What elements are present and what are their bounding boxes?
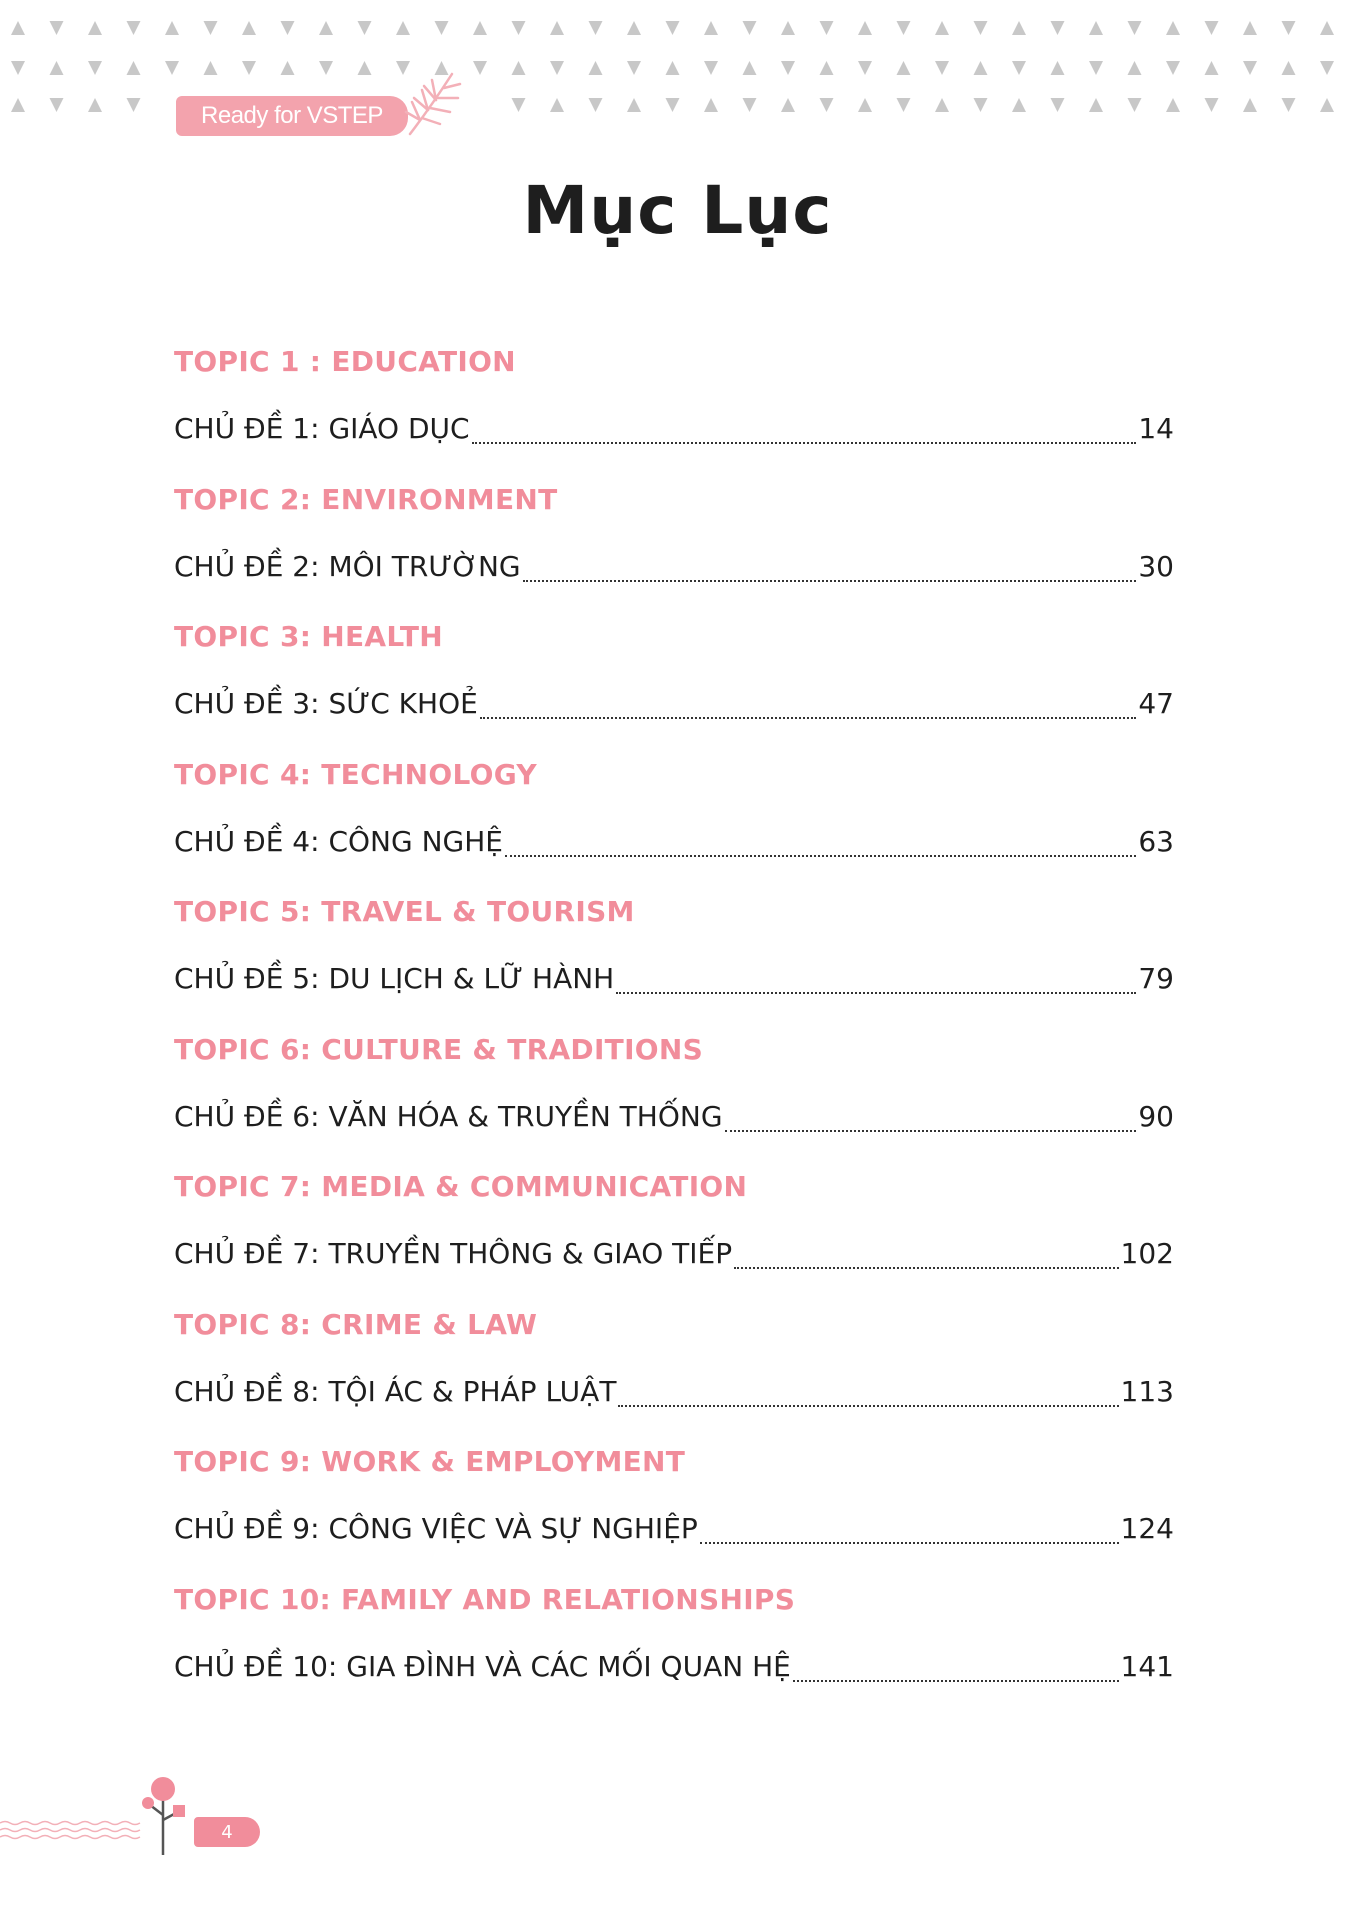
chapter-title: CHỦ ĐỀ 5: DU LỊCH & LỮ HÀNH	[174, 962, 615, 995]
triangle-shape	[358, 21, 372, 35]
topic-heading: TOPIC 4: TECHNOLOGY	[174, 757, 538, 791]
toc-entry	[174, 1301, 1174, 1439]
tree-icon	[142, 1777, 185, 1855]
chapter-page-number: 113	[1120, 1374, 1174, 1408]
chapter-title: CHỦ ĐỀ 6: VĂN HÓA & TRUYỀN THỐNG	[174, 1099, 723, 1133]
triangle-shape	[242, 61, 256, 75]
dot-leader	[616, 992, 1136, 994]
chapter-row	[174, 1357, 1174, 1427]
page-title: Mục Lục	[522, 172, 833, 249]
chapter-row	[174, 1494, 1174, 1564]
triangle-shape	[11, 21, 25, 35]
triangle-shape	[858, 61, 872, 75]
triangle-shape	[1089, 21, 1103, 35]
dot-leader	[734, 1267, 1118, 1269]
toc-entry	[174, 751, 1174, 889]
triangle-shape	[11, 98, 25, 112]
dot-leader	[523, 580, 1137, 582]
chapter-page-number: 141	[1120, 1649, 1174, 1683]
triangle-shape	[1012, 61, 1026, 75]
chapter-title: CHỦ ĐỀ 7: TRUYỀN THÔNG & GIAO TIẾP	[174, 1237, 733, 1270]
triangle-shape	[781, 98, 795, 112]
dot-leader	[618, 1405, 1118, 1407]
triangle-shape	[1282, 21, 1296, 35]
toc-entry	[174, 338, 1174, 476]
triangle-shape	[897, 21, 911, 35]
toc-entry	[174, 476, 1174, 614]
triangle-shape	[512, 98, 526, 112]
triangle-shape	[1089, 98, 1103, 112]
triangle-shape	[1089, 61, 1103, 75]
triangle-shape	[666, 98, 680, 112]
triangle-shape	[1243, 61, 1257, 75]
topic-heading: TOPIC 8: CRIME & LAW	[174, 1307, 538, 1341]
triangle-shape	[1051, 61, 1065, 75]
triangle-shape	[781, 21, 795, 35]
page-number-badge	[194, 1817, 260, 1847]
triangle-shape	[11, 61, 25, 75]
topic-heading: TOPIC 9: WORK & EMPLOYMENT	[174, 1445, 686, 1478]
triangle-shape	[1166, 61, 1180, 75]
triangle-shape	[1012, 21, 1026, 35]
triangle-shape	[165, 21, 179, 35]
chapter-row	[174, 532, 1174, 602]
topic-heading: TOPIC 6: CULTURE & TRADITIONS	[174, 1032, 704, 1066]
chapter-title: CHỦ ĐỀ 4: CÔNG NGHỆ	[174, 824, 503, 858]
toc-entry	[174, 888, 1174, 1026]
topic-heading: TOPIC 5: TRAVEL & TOURISM	[174, 895, 635, 928]
dot-leader	[480, 717, 1137, 719]
triangle-shape	[1320, 98, 1334, 112]
dot-leader	[725, 1130, 1137, 1132]
chapter-title: CHỦ ĐỀ 3: SỨC KHOẺ	[174, 687, 478, 720]
triangle-shape	[666, 61, 680, 75]
chapter-title: CHỦ ĐỀ 2: MÔI TRƯỜNG	[174, 549, 521, 583]
triangle-shape	[1320, 21, 1334, 35]
triangle-shape	[473, 61, 487, 75]
triangle-shape	[88, 21, 102, 35]
leaf-sprig-icon	[400, 68, 470, 140]
book-badge	[176, 96, 408, 136]
triangle-shape	[281, 21, 295, 35]
toc-entry	[174, 1026, 1174, 1164]
chapter-page-number: 30	[1138, 549, 1174, 583]
triangle-shape	[627, 21, 641, 35]
triangle-shape	[704, 21, 718, 35]
chapter-title: CHỦ ĐỀ 8: TỘI ÁC & PHÁP LUẬT	[174, 1374, 617, 1408]
triangle-shape	[50, 61, 64, 75]
triangle-shape	[127, 21, 141, 35]
chapter-title: CHỦ ĐỀ 1: GIÁO DỤC	[174, 412, 470, 445]
triangle-shape	[165, 61, 179, 75]
triangle-shape	[1128, 61, 1142, 75]
chapter-page-number: 14	[1138, 412, 1174, 445]
triangle-shape	[1205, 61, 1219, 75]
topic-heading: TOPIC 2: ENVIRONMENT	[174, 482, 558, 516]
triangle-shape	[127, 98, 141, 112]
chapter-row	[174, 394, 1174, 464]
toc-entry	[174, 1438, 1174, 1576]
triangle-shape	[512, 61, 526, 75]
triangle-shape	[935, 61, 949, 75]
toc-entry	[174, 1163, 1174, 1301]
triangle-shape	[127, 61, 141, 75]
triangle-shape	[1243, 98, 1257, 112]
triangle-shape	[1282, 98, 1296, 112]
chapter-page-number: 90	[1138, 1099, 1174, 1133]
book-badge-label: Ready for VSTEP	[201, 102, 383, 129]
triangle-shape	[242, 21, 256, 35]
triangle-shape	[204, 61, 218, 75]
table-of-contents	[174, 338, 1174, 1713]
triangle-shape	[1166, 21, 1180, 35]
toc-entry	[174, 1576, 1174, 1714]
topic-heading: TOPIC 7: MEDIA & COMMUNICATION	[174, 1170, 748, 1203]
triangle-shape	[704, 61, 718, 75]
topic-heading: TOPIC 3: HEALTH	[174, 620, 444, 653]
chapter-row	[174, 1632, 1174, 1702]
triangle-shape	[704, 98, 718, 112]
triangle-shape	[820, 61, 834, 75]
chapter-page-number: 47	[1138, 687, 1174, 720]
triangle-shape	[589, 61, 603, 75]
triangle-shape	[666, 21, 680, 35]
triangle-shape	[935, 21, 949, 35]
triangle-shape	[435, 21, 449, 35]
triangle-shape	[88, 98, 102, 112]
dot-leader	[472, 442, 1137, 444]
triangle-shape	[281, 61, 295, 75]
triangle-shape	[204, 21, 218, 35]
chapter-row	[174, 669, 1174, 739]
triangle-shape	[50, 21, 64, 35]
triangle-shape	[897, 61, 911, 75]
chapter-page-number: 63	[1138, 824, 1174, 858]
dot-leader	[505, 855, 1136, 857]
triangle-shape	[858, 98, 872, 112]
dot-leader	[700, 1542, 1119, 1544]
chapter-row	[174, 1082, 1174, 1152]
triangle-shape	[781, 61, 795, 75]
triangle-shape	[550, 61, 564, 75]
triangle-shape	[820, 98, 834, 112]
dot-leader	[793, 1680, 1119, 1682]
triangle-shape	[1012, 98, 1026, 112]
triangle-shape	[512, 21, 526, 35]
triangle-shape	[743, 98, 757, 112]
triangle-shape	[820, 21, 834, 35]
triangle-shape	[1205, 98, 1219, 112]
triangle-shape	[1051, 21, 1065, 35]
triangle-shape	[319, 21, 333, 35]
chapter-page-number: 102	[1120, 1237, 1174, 1270]
chapter-page-number: 124	[1120, 1512, 1174, 1545]
triangle-shape	[743, 21, 757, 35]
triangle-shape	[935, 98, 949, 112]
triangle-shape	[358, 61, 372, 75]
triangle-shape	[88, 61, 102, 75]
chapter-row	[174, 944, 1174, 1014]
triangle-shape	[897, 98, 911, 112]
page-number: 4	[221, 1821, 233, 1843]
triangle-shape	[974, 21, 988, 35]
chapter-title: CHỦ ĐỀ 9: CÔNG VIỆC VÀ SỰ NGHIỆP	[174, 1512, 698, 1545]
chapter-page-number: 79	[1138, 962, 1174, 995]
triangle-shape	[589, 98, 603, 112]
triangle-shape	[627, 98, 641, 112]
toc-entry	[174, 613, 1174, 751]
triangle-shape	[550, 21, 564, 35]
triangle-shape	[1166, 98, 1180, 112]
topic-heading: TOPIC 1 : EDUCATION	[174, 345, 516, 378]
triangle-shape	[974, 61, 988, 75]
triangle-shape	[473, 21, 487, 35]
triangle-shape	[589, 21, 603, 35]
triangle-shape	[1243, 21, 1257, 35]
chapter-row	[174, 1219, 1174, 1289]
triangle-shape	[743, 61, 757, 75]
triangle-shape	[396, 21, 410, 35]
triangle-shape	[858, 21, 872, 35]
triangle-shape	[319, 61, 333, 75]
triangle-shape	[50, 98, 64, 112]
triangle-shape	[550, 98, 564, 112]
triangle-shape	[1205, 21, 1219, 35]
triangle-shape	[627, 61, 641, 75]
topic-heading: TOPIC 10: FAMILY AND RELATIONSHIPS	[174, 1582, 796, 1616]
chapter-title: CHỦ ĐỀ 10: GIA ĐÌNH VÀ CÁC MỐI QUAN HỆ	[174, 1649, 791, 1683]
triangle-shape	[1128, 21, 1142, 35]
triangle-shape	[1282, 61, 1296, 75]
triangle-shape	[1128, 98, 1142, 112]
chapter-row	[174, 807, 1174, 877]
triangle-shape	[1320, 61, 1334, 75]
triangle-shape	[974, 98, 988, 112]
triangle-shape	[1051, 98, 1065, 112]
